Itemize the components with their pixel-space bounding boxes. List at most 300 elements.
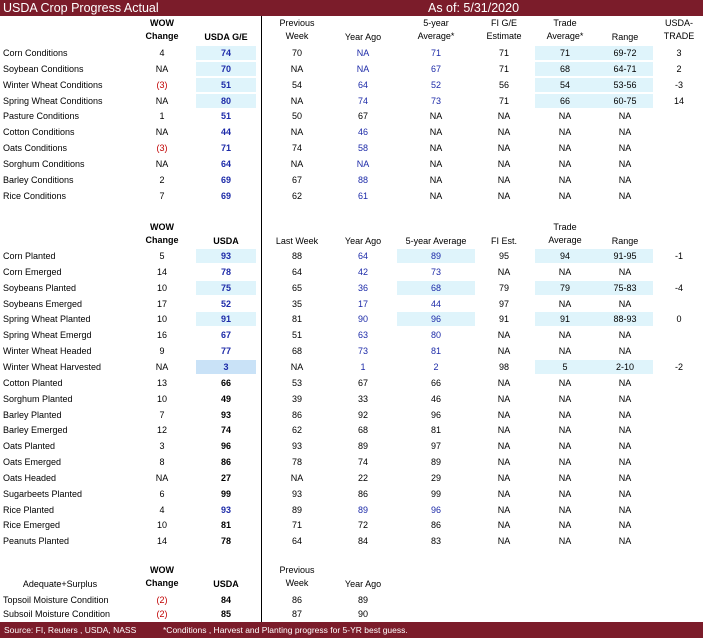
row-label: Pasture Conditions: [3, 111, 80, 121]
fi-estimate: 71: [498, 64, 509, 74]
trade-average: NA: [558, 489, 572, 499]
previous-week: 50: [291, 111, 302, 121]
header-text: Trade: [553, 18, 577, 28]
fi-estimate: NA: [497, 410, 511, 420]
trade-range: NA: [618, 191, 632, 201]
s2-ta-header: [535, 221, 595, 247]
fi-estimate: 79: [498, 283, 509, 293]
fi-estimate: NA: [497, 473, 511, 483]
usda-value: 44: [220, 127, 231, 137]
last-week: 93: [291, 441, 302, 451]
row-label: Soybeans Planted: [3, 283, 77, 293]
trade-average: 94: [559, 251, 570, 261]
usda-value: 81: [220, 520, 231, 530]
trade-average: NA: [558, 299, 572, 309]
last-week: 65: [291, 283, 302, 293]
last-week: 81: [291, 314, 302, 324]
five-year-average: 86: [430, 520, 441, 530]
trade-average: NA: [558, 520, 572, 530]
usda-minus-trade: [655, 266, 703, 279]
trade-range: NA: [618, 473, 632, 483]
usda-minus-trade: -1: [674, 251, 683, 261]
wow-change: (2): [156, 609, 168, 619]
row-label: Cotton Planted: [3, 378, 63, 388]
wow-change: (3): [156, 143, 168, 153]
five-year-average: 46: [430, 394, 441, 404]
usda-minus-trade: [655, 110, 703, 123]
wow-change: NA: [155, 362, 169, 372]
year-ago: 86: [357, 489, 368, 499]
trade-range: NA: [618, 441, 632, 451]
trade-range: NA: [618, 127, 632, 137]
year-ago: 68: [357, 425, 368, 435]
header-text: Week: [285, 578, 309, 588]
last-week: 89: [291, 505, 302, 515]
usda-minus-trade: [655, 472, 703, 485]
trade-range: NA: [618, 267, 632, 277]
wow-change: 10: [156, 314, 167, 324]
trade-average: NA: [558, 175, 572, 185]
five-year-average: 44: [430, 299, 441, 309]
wow-change: (2): [156, 595, 168, 605]
row-label: Winter Wheat Headed: [3, 346, 92, 356]
usda-value: 70: [220, 64, 231, 74]
row-label: Corn Emerged: [3, 267, 62, 277]
year-ago: 36: [357, 283, 368, 293]
s3-ya-header: Year Ago: [344, 579, 382, 589]
previous-week: 70: [291, 48, 302, 58]
row-label: Soybeans Emerged: [3, 299, 83, 309]
previous-week: 54: [291, 80, 302, 90]
fi-estimate: NA: [497, 536, 511, 546]
year-ago: 90: [357, 609, 368, 619]
five-year-average: NA: [429, 175, 443, 185]
usda-minus-trade: -3: [674, 80, 683, 90]
five-year-average: 97: [430, 441, 441, 451]
fi-estimate: 56: [498, 80, 509, 90]
fi-estimate: NA: [497, 505, 511, 515]
row-label: Cotton Conditions: [3, 127, 75, 137]
trade-average: NA: [558, 111, 572, 121]
trade-average: 54: [559, 80, 570, 90]
trade-range: NA: [618, 378, 632, 388]
usda-value: 75: [220, 283, 231, 293]
wow-change: 6: [159, 489, 165, 499]
last-week: 78: [291, 457, 302, 467]
usda-value: 85: [220, 609, 231, 619]
fi-estimate: NA: [497, 143, 511, 153]
last-week: 64: [291, 536, 302, 546]
wow-change: (3): [156, 80, 168, 90]
header-text: 5-year: [423, 18, 449, 28]
trade-range: NA: [618, 520, 632, 530]
s1-usda-header: USDA G/E: [204, 32, 248, 42]
five-year-average: 29: [430, 473, 441, 483]
usda-minus-trade: -4: [674, 283, 683, 293]
usda-minus-trade: [655, 298, 703, 311]
trade-range: NA: [618, 536, 632, 546]
fi-estimate: NA: [497, 489, 511, 499]
year-ago: NA: [356, 159, 370, 169]
five-year-average: NA: [429, 191, 443, 201]
wow-change: 3: [159, 441, 165, 451]
row-label: Oats Emerged: [3, 457, 62, 467]
footer-note: *Conditions , Harvest and Planting progress for 5-YR best guess.: [163, 625, 408, 635]
trade-average: NA: [558, 191, 572, 201]
trade-range: 2-10: [615, 362, 634, 372]
usda-minus-trade: [655, 424, 703, 437]
usda-minus-trade: [655, 190, 703, 203]
usda-minus-trade: [655, 345, 703, 358]
usda-value: 51: [220, 80, 231, 90]
previous-week: 74: [291, 143, 302, 153]
row-label: Oats Conditions: [3, 143, 68, 153]
trade-average: NA: [558, 536, 572, 546]
header-text: Average: [548, 235, 582, 245]
header-text: Previous: [279, 565, 315, 575]
wow-change: 17: [156, 299, 167, 309]
header-text: Average*: [546, 31, 584, 41]
title-bar: [0, 0, 703, 16]
last-week: 88: [291, 251, 302, 261]
fi-estimate: NA: [497, 441, 511, 451]
last-week: NA: [290, 362, 304, 372]
fi-estimate: NA: [497, 191, 511, 201]
usda-value: 49: [220, 394, 231, 404]
five-year-average: 73: [430, 96, 441, 106]
s2-lw-header: Last Week: [275, 236, 319, 246]
s2-fi-header: FI Est.: [490, 236, 517, 246]
previous-week: 86: [291, 595, 302, 605]
year-ago: 89: [357, 441, 368, 451]
five-year-average: NA: [429, 111, 443, 121]
trade-range: NA: [618, 394, 632, 404]
trade-average: NA: [558, 425, 572, 435]
row-label: Soybean Conditions: [3, 64, 84, 74]
usda-value: 71: [220, 143, 231, 153]
header-text: Week: [285, 31, 309, 41]
s1-fi-header: [474, 17, 534, 43]
usda-minus-trade: [655, 142, 703, 155]
trade-range: NA: [618, 175, 632, 185]
row-label: Spring Wheat Emergd: [3, 330, 92, 340]
usda-minus-trade: 14: [673, 96, 684, 106]
fi-estimate: NA: [497, 267, 511, 277]
fi-estimate: NA: [497, 346, 511, 356]
trade-range: NA: [618, 410, 632, 420]
wow-change: 2: [159, 175, 165, 185]
wow-change: 10: [156, 394, 167, 404]
year-ago: 33: [357, 394, 368, 404]
fi-estimate: 95: [498, 251, 509, 261]
usda-value: 78: [220, 267, 231, 277]
row-label: Oats Headed: [3, 473, 57, 483]
five-year-average: 73: [430, 267, 441, 277]
year-ago: 63: [357, 330, 368, 340]
s2-avg-header: 5-year Average: [405, 236, 467, 246]
fi-estimate: 71: [498, 96, 509, 106]
year-ago: 67: [357, 111, 368, 121]
usda-value: 86: [220, 457, 231, 467]
five-year-average: 89: [430, 457, 441, 467]
row-label: Spring Wheat Planted: [3, 314, 91, 324]
wow-change: NA: [155, 473, 169, 483]
five-year-average: 67: [430, 64, 441, 74]
row-label: Sugarbeets Planted: [3, 489, 83, 499]
fi-estimate: NA: [497, 159, 511, 169]
fi-estimate: 97: [498, 299, 509, 309]
row-label: Sorghum Conditions: [3, 159, 85, 169]
trade-average: NA: [558, 159, 572, 169]
as-of-date: As of: 5/31/2020: [428, 1, 520, 15]
row-label: Winter Wheat Harvested: [3, 362, 102, 372]
s1-wow-header: [140, 17, 184, 43]
usda-minus-trade: [655, 174, 703, 187]
header-text: Trade: [553, 222, 577, 232]
wow-change: 10: [156, 520, 167, 530]
trade-average: NA: [558, 457, 572, 467]
usda-value: 91: [220, 314, 231, 324]
wow-change: 1: [159, 111, 165, 121]
trade-range: NA: [618, 425, 632, 435]
header-text: Change: [145, 578, 179, 588]
five-year-average: NA: [429, 143, 443, 153]
five-year-average: 96: [430, 410, 441, 420]
header-text: Estimate: [486, 31, 522, 41]
usda-minus-trade: 3: [676, 48, 682, 58]
usda-value: 93: [220, 251, 231, 261]
usda-value: 77: [220, 346, 231, 356]
year-ago: NA: [356, 64, 370, 74]
trade-average: NA: [558, 378, 572, 388]
usda-minus-trade: [655, 393, 703, 406]
trade-average: 66: [559, 96, 570, 106]
footer-bar: [0, 622, 703, 638]
usda-value: 27: [220, 473, 231, 483]
trade-average: NA: [558, 127, 572, 137]
row-label: Rice Planted: [3, 505, 55, 515]
trade-range: 53-56: [613, 80, 637, 90]
year-ago: 89: [357, 595, 368, 605]
s1-prev-header: [268, 17, 326, 43]
trade-average: 5: [562, 362, 568, 372]
trade-average: 79: [559, 283, 570, 293]
trade-average: NA: [558, 394, 572, 404]
row-label: Sorghum Planted: [3, 394, 73, 404]
row-label: Barley Emerged: [3, 425, 68, 435]
header-text: FI G/E: [490, 18, 517, 28]
row-label: Corn Conditions: [3, 48, 68, 58]
row-label: Oats Planted: [3, 441, 56, 451]
usda-value: 52: [220, 299, 231, 309]
fi-estimate: NA: [497, 111, 511, 121]
year-ago: 42: [357, 267, 368, 277]
wow-change: 7: [159, 191, 165, 201]
s3-label-header: Adequate+Surplus: [22, 579, 98, 589]
wow-change: 7: [159, 410, 165, 420]
five-year-average: 52: [430, 80, 441, 90]
trade-range: NA: [618, 505, 632, 515]
wow-change: 9: [159, 346, 165, 356]
last-week: 51: [291, 330, 302, 340]
wow-change: NA: [155, 64, 169, 74]
usda-value: 96: [220, 441, 231, 451]
previous-week: NA: [290, 159, 304, 169]
usda-minus-trade: [655, 126, 703, 139]
trade-range: 91-95: [613, 251, 637, 261]
trade-range: 60-75: [613, 96, 637, 106]
trade-average: NA: [558, 267, 572, 277]
fi-estimate: NA: [497, 175, 511, 185]
wow-change: 13: [156, 378, 167, 388]
usda-minus-trade: [655, 488, 703, 501]
usda-value: 64: [220, 159, 231, 169]
trade-average: NA: [558, 330, 572, 340]
five-year-average: 83: [430, 536, 441, 546]
usda-value: 78: [220, 536, 231, 546]
last-week: 64: [291, 267, 302, 277]
header-text: WOW: [150, 18, 174, 28]
fi-estimate: NA: [497, 520, 511, 530]
usda-minus-trade: [655, 409, 703, 422]
trade-average: NA: [558, 473, 572, 483]
s1-avg-header: [403, 17, 469, 43]
s1-range-header: Range: [611, 32, 639, 42]
usda-value: 80: [220, 96, 231, 106]
trade-range: 64-71: [613, 64, 637, 74]
header-text: WOW: [150, 222, 174, 232]
usda-value: 69: [220, 175, 231, 185]
fi-estimate: NA: [497, 394, 511, 404]
year-ago: 64: [357, 80, 368, 90]
row-label: Corn Planted: [3, 251, 56, 261]
trade-range: NA: [618, 111, 632, 121]
page-title: USDA Crop Progress Actual: [3, 1, 159, 15]
five-year-average: NA: [429, 127, 443, 137]
last-week: NA: [290, 473, 304, 483]
five-year-average: 68: [430, 283, 441, 293]
header-text: WOW: [150, 565, 174, 575]
five-year-average: NA: [429, 159, 443, 169]
trade-range: NA: [618, 346, 632, 356]
s3-prev-header: [268, 564, 326, 590]
wow-change: NA: [155, 127, 169, 137]
wow-change: 4: [159, 48, 165, 58]
fi-estimate: 98: [498, 362, 509, 372]
fi-estimate: NA: [497, 457, 511, 467]
fi-estimate: NA: [497, 378, 511, 388]
year-ago: 89: [357, 505, 368, 515]
row-label: Barley Conditions: [3, 175, 74, 185]
five-year-average: 81: [430, 346, 441, 356]
previous-week: NA: [290, 64, 304, 74]
s2-ya-header: Year Ago: [344, 236, 382, 246]
last-week: 53: [291, 378, 302, 388]
column-divider: [261, 16, 262, 622]
trade-average: NA: [558, 346, 572, 356]
five-year-average: 96: [430, 505, 441, 515]
previous-week: 87: [291, 609, 302, 619]
s1-ya-header: Year Ago: [344, 32, 382, 42]
trade-average: 91: [559, 314, 570, 324]
year-ago: 67: [357, 378, 368, 388]
previous-week: NA: [290, 127, 304, 137]
usda-minus-trade: [655, 519, 703, 532]
fi-estimate: NA: [497, 330, 511, 340]
year-ago: 88: [357, 175, 368, 185]
last-week: 39: [291, 394, 302, 404]
year-ago: 90: [357, 314, 368, 324]
wow-change: 14: [156, 536, 167, 546]
trade-average: NA: [558, 441, 572, 451]
usda-value: 84: [220, 595, 231, 605]
row-label: Rice Conditions: [3, 191, 67, 201]
wow-change: NA: [155, 96, 169, 106]
trade-average: 68: [559, 64, 570, 74]
s2-range-header: Range: [611, 236, 639, 246]
usda-minus-trade: -2: [674, 362, 683, 372]
usda-minus-trade: [655, 377, 703, 390]
wow-change: 8: [159, 457, 165, 467]
year-ago: 84: [357, 536, 368, 546]
previous-week: 67: [291, 175, 302, 185]
five-year-average: 96: [430, 314, 441, 324]
year-ago: 74: [357, 457, 368, 467]
trade-average: NA: [558, 410, 572, 420]
wow-change: 16: [156, 330, 167, 340]
five-year-average: 80: [430, 330, 441, 340]
five-year-average: 81: [430, 425, 441, 435]
wow-change: 5: [159, 251, 165, 261]
last-week: 62: [291, 425, 302, 435]
year-ago: 17: [357, 299, 368, 309]
usda-value: 66: [220, 378, 231, 388]
row-label: Topsoil Moisture Condition: [3, 595, 109, 605]
usda-value: 74: [220, 425, 231, 435]
s2-wow-header: [140, 221, 184, 247]
wow-change: 12: [156, 425, 167, 435]
usda-value: 93: [220, 505, 231, 515]
usda-minus-trade: [655, 535, 703, 548]
s3-usda-header: USDA: [213, 579, 239, 589]
fi-estimate: 71: [498, 48, 509, 58]
usda-value: 99: [220, 489, 231, 499]
fi-estimate: 91: [498, 314, 509, 324]
previous-week: 62: [291, 191, 302, 201]
trade-range: 75-83: [613, 283, 637, 293]
usda-minus-trade: [655, 456, 703, 469]
usda-value: 67: [220, 330, 231, 340]
s3-wow-header: [140, 564, 184, 590]
wow-change: NA: [155, 159, 169, 169]
wow-change: 14: [156, 267, 167, 277]
s2-usda-header: USDA: [213, 236, 239, 246]
year-ago: 64: [357, 251, 368, 261]
header-text: TRADE: [663, 31, 695, 41]
trade-range: NA: [618, 159, 632, 169]
five-year-average: 2: [433, 362, 439, 372]
header-text: Average*: [417, 31, 455, 41]
previous-week: NA: [290, 96, 304, 106]
usda-minus-trade: [655, 158, 703, 171]
trade-average: 71: [559, 48, 570, 58]
five-year-average: 66: [430, 378, 441, 388]
trade-average: NA: [558, 143, 572, 153]
last-week: 35: [291, 299, 302, 309]
trade-range: NA: [618, 457, 632, 467]
usda-value: 3: [223, 362, 229, 372]
usda-value: 69: [220, 191, 231, 201]
